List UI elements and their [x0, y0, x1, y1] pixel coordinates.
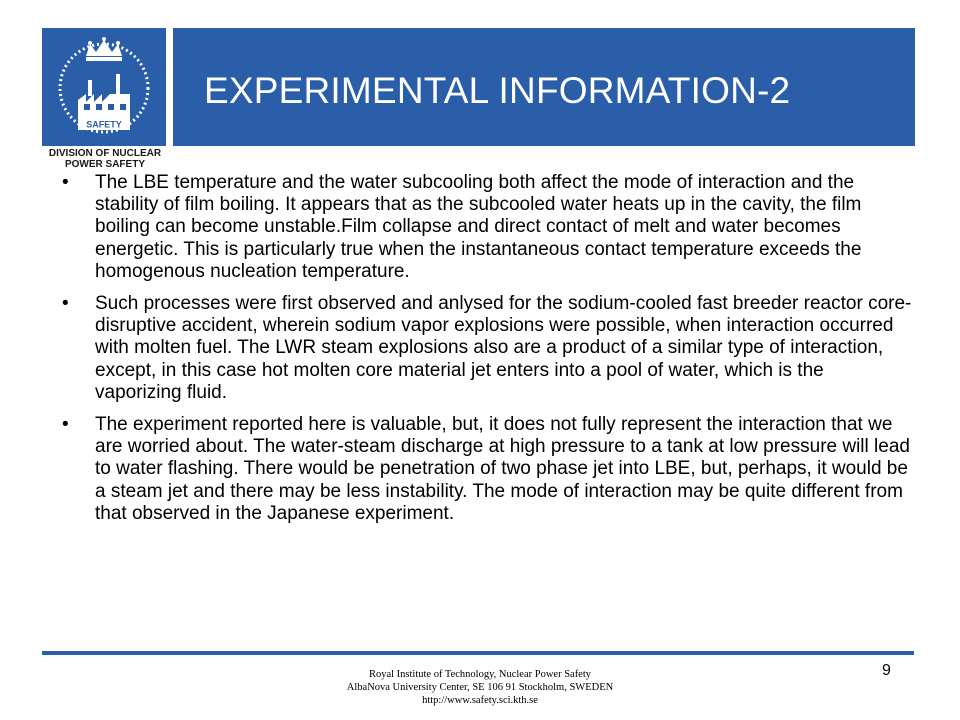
page-number: 9 — [882, 662, 891, 679]
footer-divider — [42, 651, 914, 655]
safety-crest-icon — [42, 28, 166, 146]
logo-caption-line1: DIVISION OF NUCLEAR — [48, 148, 162, 159]
logo-badge-text: SAFETY — [86, 119, 122, 130]
bullet-text: The experiment reported here is valuable, but, it does not fully represent the interaction that we are worried about. The water-steam discharge at high pressure to a tank at low pressure will lead to water flashing. There would be penetration of two phase jet into LBE, but, perhaps, it would be a steam jet and there may be less instability. The mode of interaction may be quite different from that observed in the Japanese experiment. — [95, 414, 910, 524]
footer-line2: AlbaNova University Center, SE 106 91 Stockholm, SWEDEN — [346, 682, 614, 693]
slide-title: EXPERIMENTAL INFORMATION-2 — [204, 70, 791, 111]
footer-url: http://www.safety.sci.kth.se — [422, 695, 538, 706]
bullet-text: The LBE temperature and the water subcooling both affect the mode of interaction and the stability of film boiling. It appears that as the subcooled water heats up in the cavity, the film boiling can become unstable.Film collapse and direct contact of melt and water becomes energetic. This is particularly true when the instantaneous contact temperature exceeds the homogenous nucleation temperature. — [95, 172, 862, 282]
logo-caption — [30, 148, 180, 170]
title-bar — [173, 28, 915, 146]
footer-line1: Royal Institute of Technology, Nuclear Power Safety — [368, 669, 592, 680]
bullet-marker: • — [62, 172, 69, 193]
bullet-item — [62, 293, 914, 404]
bullet-marker: • — [62, 293, 69, 315]
bullet-list — [62, 172, 914, 535]
bullet-text: Such processes were first observed and anlysed for the sodium-cooled fast breeder reactor core-disruptive accident, wherein sodium vapor explosions were possible, when interaction occurred with molten fuel. The LWR steam explosions also are a product of a similar type of interaction, except, in this case hot molten core material jet enters into a pool of water, which is the vaporizing fluid. — [95, 293, 912, 403]
bullet-item — [62, 172, 914, 283]
bullet-item — [62, 414, 914, 525]
logo-caption-line2: POWER SAFETY — [64, 159, 145, 170]
bullet-marker: • — [62, 414, 69, 436]
division-logo — [42, 28, 166, 146]
footer-institution — [240, 668, 720, 707]
